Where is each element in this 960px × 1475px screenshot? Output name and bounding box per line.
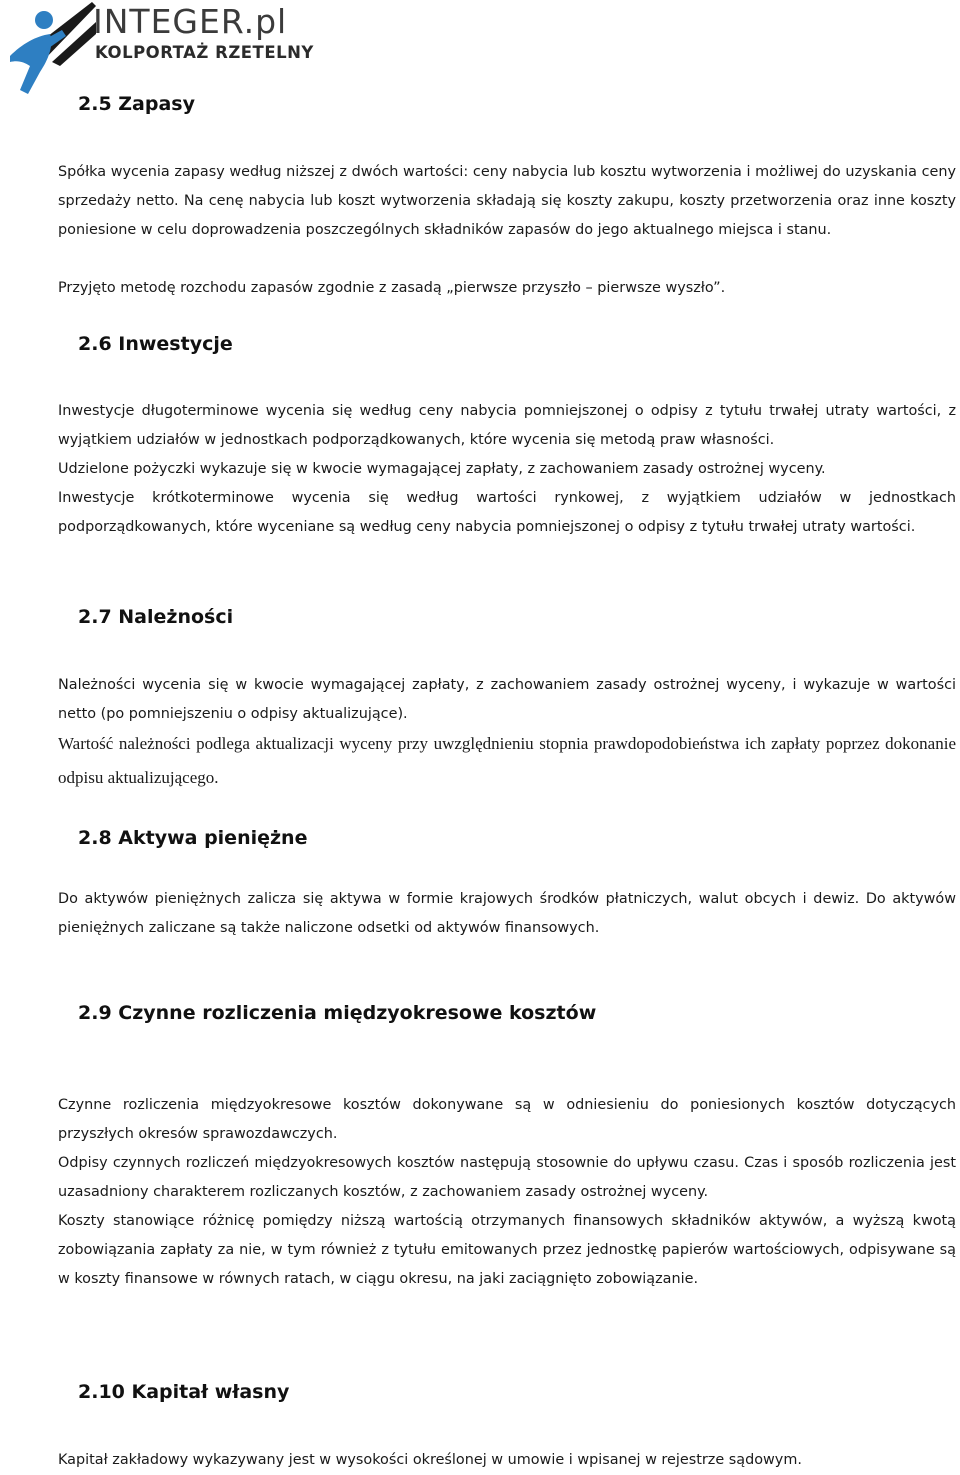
section-heading-naleznosci: 2.7 Należności [78,606,234,628]
paragraph-aktywa-pieniezne: Do aktywów pieniężnych zalicza się aktywa w formie krajowych środków płatniczych, walut obcych i dewiz. Do aktywów pieniężnych zaliczane są także naliczone odsetki od aktywów finansowych. [58,891,956,936]
paragraph-naleznosci-valuation: Należności wycenia się w kwocie wymagającej zapłaty, z zachowaniem zasady ostrożnej wyceny, i wykazuje w wartości netto (po pomniejszeniu o odpisy aktualizujące). [58,677,956,722]
logo-name: INTEGER.pl [93,2,288,41]
section-heading-rozliczenia: 2.9 Czynne rozliczenia międzyokresowe kosztów [78,1002,597,1024]
paragraph-zapasy-fifo: Przyjęto metodę rozchodu zapasów zgodnie z zasadą „pierwsze przyszło – pierwsze wyszło”. [58,280,726,296]
paragraph-zapasy-valuation: Spółka wycenia zapasy według niższej z dwóch wartości: ceny nabycia lub kosztu wytworzenia i możliwej do uzyskania ceny sprzedaży netto. Na cenę nabycia lub koszt wytworzenia składają się koszty zakupu, koszty przetworzenia oraz inne koszty poniesione w celu doprowadzenia poszczególnych składników zapasów do jego aktualnego miejsca i stanu. [58,164,956,238]
paragraph-naleznosci-revaluation: Wartość należności podlega aktualizacji wyceny przy uwzględnieniu stopnia prawdopodobieństwa ich zapłaty poprzez dokonanie odpisu aktualizującego. [58,734,956,787]
paragraph-inwestycje-long-term: Inwestycje długoterminowe wycenia się według ceny nabycia pomniejszonej o odpisy z tytułu trwałej utraty wartości, z wyjątkiem udziałów w jednostkach podporządkowanych, które wycenia się metodą praw własności. [58,403,956,448]
integer-logo-icon [0,0,100,96]
section-heading-kapital-wlasny: 2.10 Kapitał własny [78,1381,290,1403]
paragraph-rozliczenia-write-offs: Odpisy czynnych rozliczeń międzyokresowych kosztów następują stosownie do upływu czasu. Czas i sposób rozliczenia jest uzasadniony charakterem rozliczanych kosztów, z zachowaniem zasady ostrożnej wyceny. [58,1155,956,1200]
section-heading-zapasy: 2.5 Zapasy [78,93,195,115]
logo-tagline: KOLPORTAŻ RZETELNY [95,43,314,62]
integer-logo [0,0,340,96]
paragraph-kapital-wlasny: Kapitał zakładowy wykazywany jest w wysokości określonej w umowie i wpisanej w rejestrze sądowym. [58,1452,802,1468]
paragraph-inwestycje-short-term: Inwestycje krótkoterminowe wycenia się według wartości rynkowej, z wyjątkiem udziałów w jednostkach podporządkowanych, które wyceniane są według ceny nabycia pomniejszonej o odpisy z tytułu trwałej utraty wartości. [58,490,956,535]
section-heading-aktywa-pieniezne: 2.8 Aktywa pieniężne [78,827,308,849]
paragraph-inwestycje-loans: Udzielone pożyczki wykazuje się w kwocie wymagającej zapłaty, z zachowaniem zasady ostrożnej wyceny. [58,461,826,477]
paragraph-rozliczenia-definition: Czynne rozliczenia międzyokresowe kosztów dokonywane są w odniesieniu do poniesionych kosztów dotyczących przyszłych okresów sprawozdawczych. [58,1097,956,1142]
paragraph-rozliczenia-costs: Koszty stanowiące różnicę pomiędzy niższą wartością otrzymanych finansowych składników aktywów, a wyższą kwotą zobowiązania zapłaty za nie, w tym również z tytułu emitowanych przez jednostkę papierów wartościowych, odpisywane są w koszty finansowe w równych ratach, w ciągu okresu, na jaki zaciągnięto zobowiązanie. [58,1213,956,1287]
section-heading-inwestycje: 2.6 Inwestycje [78,333,233,355]
